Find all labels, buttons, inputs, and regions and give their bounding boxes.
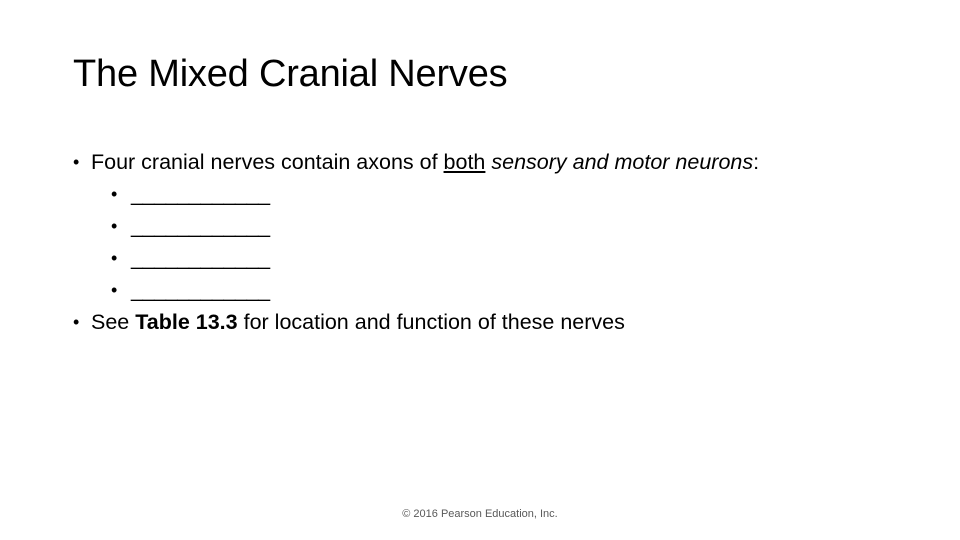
bullet-dot-icon: •	[111, 248, 118, 268]
bullet-dot-icon: •	[111, 184, 118, 204]
bullet-text-plain: See	[91, 310, 136, 334]
bullet-dot-icon: •	[73, 312, 80, 332]
bullet-dot-icon: •	[111, 216, 118, 236]
bullet-text-plain: Four cranial nerves contain axons of	[91, 150, 444, 174]
sub-bullet-blank-3	[73, 242, 933, 274]
sub-bullet-blank-4	[73, 274, 933, 306]
bullet-text-underlined: both	[443, 150, 486, 174]
slide-title: The Mixed Cranial Nerves	[73, 53, 508, 95]
bullet-text-italic: sensory and motor neurons	[491, 150, 754, 174]
copyright-footer: © 2016 Pearson Education, Inc.	[402, 508, 558, 520]
sub-bullet-blank-1	[73, 178, 933, 210]
bullet-text-plain: for location and function of these nerves	[237, 310, 625, 334]
slide-content	[73, 146, 933, 338]
bullet-text-colon: :	[753, 150, 760, 174]
bullet-see-table	[73, 306, 933, 338]
sub-bullet-blank-2	[73, 210, 933, 242]
blank-line: ____________	[131, 278, 270, 302]
blank-line: ____________	[131, 182, 270, 206]
bullet-four-cranial-nerves	[73, 146, 933, 178]
table-reference: Table 13.3	[135, 310, 238, 334]
bullet-dot-icon: •	[73, 152, 80, 172]
bullet-dot-icon: •	[111, 280, 118, 300]
blank-line: ____________	[131, 214, 270, 238]
blank-line: ____________	[131, 246, 270, 270]
